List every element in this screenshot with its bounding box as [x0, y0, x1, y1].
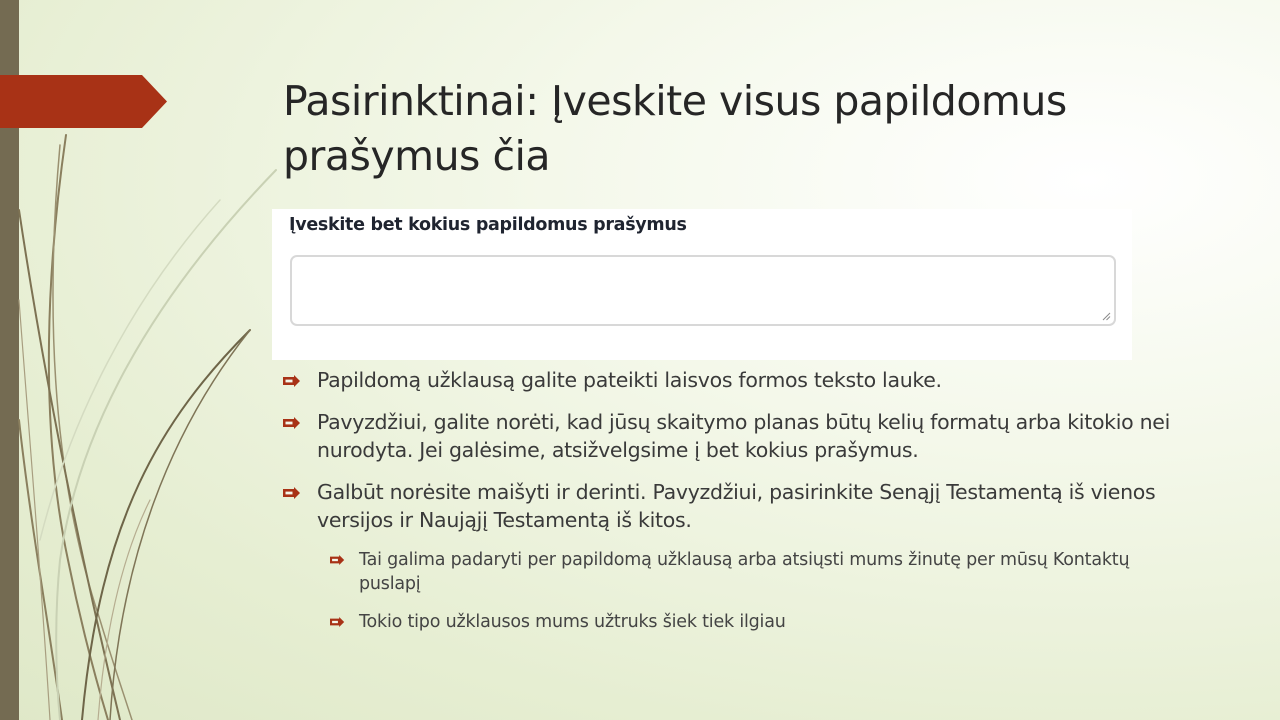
bullet-text: Pavyzdžiui, galite norėti, kad jūsų skaitymo planas būtų kelių formatų arba kitokio nei nurodyta. Jei galėsime, atsižvelgsime į bet kokius prašymus.: [317, 410, 1171, 462]
additional-requests-textarea[interactable]: [290, 255, 1116, 326]
banner-arrow-icon: [0, 75, 167, 128]
arrow-bullet-icon: [283, 487, 301, 499]
list-item: [283, 408, 1183, 464]
sub-bullet-text: Tokio tipo užklausos mums užtruks šiek tiek ilgiau: [359, 612, 786, 632]
bullet-text: Galbūt norėsite maišyti ir derinti. Pavyzdžiui, pasirinkite Senąjį Testamentą iš vienos versijos ir Naująjį Testamentą iš kitos.: [317, 480, 1156, 532]
list-item: [283, 478, 1183, 534]
slide-title: Pasirinktinai: Įveskite visus papildomus prašymus čia: [283, 77, 1067, 180]
bullet-list: [283, 366, 1183, 648]
arrow-bullet-icon: [330, 617, 345, 627]
resize-handle-icon[interactable]: [1101, 311, 1111, 321]
form-screenshot: [272, 209, 1132, 360]
sub-bullet-text: Tai galima padaryti per papildomą užklausą arba atsiųsti mums žinutę per mūsų Kontaktų puslapį: [359, 550, 1130, 594]
arrow-bullet-icon: [330, 555, 345, 565]
sub-list-item: [359, 610, 1176, 634]
arrow-bullet-icon: [283, 417, 301, 429]
arrow-bullet-icon: [283, 375, 301, 387]
form-field-label: Įveskite bet kokius papildomus prašymus: [289, 215, 687, 235]
bullet-text: Papildomą užklausą galite pateikti laisvos formos teksto lauke.: [317, 368, 942, 392]
sub-list-item: [359, 548, 1176, 596]
list-item: [283, 366, 1183, 394]
